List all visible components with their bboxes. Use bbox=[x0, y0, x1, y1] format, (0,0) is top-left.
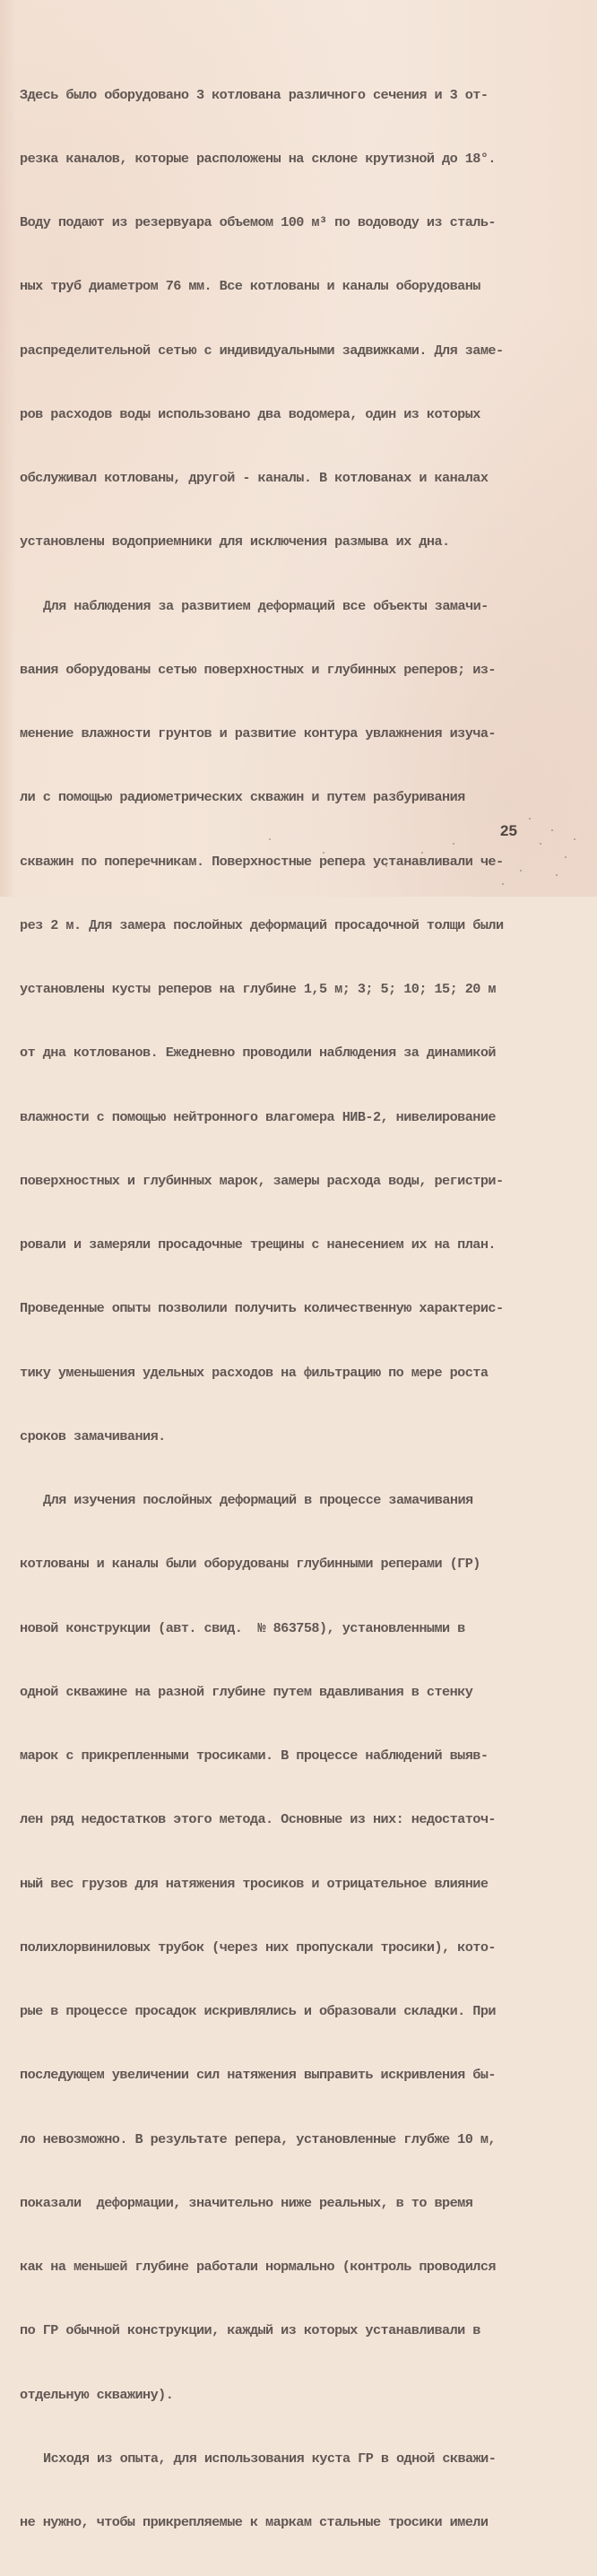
paragraph-start-line: Для наблюдения за развитием деформаций все объекты замачи- bbox=[43, 597, 489, 614]
text-line: установлены водоприемники для исключения размыва их дна. bbox=[20, 533, 450, 551]
body-text bbox=[20, 42, 522, 2576]
page-number: 25 bbox=[500, 822, 517, 839]
text-line: поверхностных и глубинных марок, замеры расхода воды, регистри- bbox=[20, 1172, 504, 1189]
text-line: Воду подают из резервуара объемом 100 м³ по водоводу из сталь- bbox=[20, 214, 496, 230]
text-line: полихлорвиниловых трубок (через них пропускали тросики), кото- bbox=[20, 1939, 496, 1956]
text-line: ный вес грузов для натяжения тросиков и отрицательное влияние bbox=[20, 1875, 489, 1892]
text-line: как на меньшей глубине работали нормально (контроль проводился bbox=[20, 2259, 496, 2275]
text-line: показали деформации, значительно ниже реальных, в то время bbox=[20, 2194, 473, 2211]
text-line: ровали и замеряли просадочные трещины с нанесением их на план. bbox=[20, 1236, 496, 1253]
text-line: новой конструкции (авт. свид. № 863758), установленными в bbox=[20, 1619, 465, 1636]
text-line: ло невозможно. В результате репера, установленные глубже 10 м, bbox=[20, 2130, 496, 2147]
text-line: обслуживал котлованы, другой - каналы. В котлованах и каналах bbox=[20, 470, 489, 486]
text-line: ров расходов воды использовано два водомера, один из которых bbox=[20, 405, 480, 422]
text-line: от дна котлованов. Ежедневно проводили наблюдения за динамикой bbox=[20, 1045, 496, 1062]
text-line: влажности с помощью нейтронного влагомера НИВ-2, нивелирование bbox=[20, 1108, 496, 1125]
text-line: марок с прикрепленными тросиками. В процессе наблюдений выяв- bbox=[20, 1748, 489, 1764]
text-line: не нужно, чтобы прикрепляемые к маркам стальные тросики имели bbox=[20, 2514, 489, 2530]
text-line: рез 2 м. Для замера послойных деформаций просадочной толщи были bbox=[20, 916, 504, 933]
text-line: последующем увеличении сил натяжения выправить искривления бы- bbox=[20, 2067, 496, 2084]
text-line: рые в процессе просадок искривлялись и образовали складки. При bbox=[20, 2003, 496, 2019]
text-line: вания оборудованы сетью поверхностных и глубинных реперов; из- bbox=[20, 661, 496, 678]
text-line: ных труб диаметром 76 мм. Все котлованы и каналы оборудованы bbox=[20, 278, 480, 295]
text-line: установлены кусты реперов на глубине 1,5 м; 3; 5; 10; 15; 20 м bbox=[20, 981, 496, 997]
text-line: по ГР обычной конструкции, каждый из которых устанавливали в bbox=[20, 2322, 480, 2339]
text-line: Проведенные опыты позволили получить количественную характерис- bbox=[20, 1300, 504, 1317]
text-line: менение влажности грунтов и развитие контура увлажнения изуча- bbox=[20, 725, 496, 742]
text-line: котлованы и каналы были оборудованы глубинными реперами (ГР) bbox=[20, 1556, 480, 1573]
paragraph-start-line: Исходя из опыта, для использования куста ГР в одной скважи- bbox=[43, 2450, 497, 2467]
text-line: ли с помощью радиометрических скважин и путем разбуривания bbox=[20, 789, 465, 806]
text-line: сроков замачивания. bbox=[20, 1427, 166, 1444]
text-line: скважин по поперечникам. Поверхностные репера устанавливали че- bbox=[20, 853, 504, 870]
text-line: распределительной сетью с индивидуальными задвижками. Для заме- bbox=[20, 342, 504, 359]
text-line: лен ряд недостатков этого метода. Основные из них: недостаточ- bbox=[20, 1811, 496, 1828]
text-line: одной скважине на разной глубине путем вдавливания в стенку bbox=[20, 1683, 473, 1700]
text-line: тику уменьшения удельных расходов на фильтрацию по мере роста bbox=[20, 1364, 489, 1381]
text-line: резка каналов, которые расположены на склоне крутизной до 18°. bbox=[20, 150, 496, 167]
text-line: отдельную скважину). bbox=[20, 2386, 174, 2403]
paragraph-start-line: Для изучения послойных деформаций в процессе замачивания bbox=[43, 1492, 473, 1508]
text-line: Здесь было оборудовано 3 котлована различного сечения и 3 от- bbox=[20, 86, 489, 103]
